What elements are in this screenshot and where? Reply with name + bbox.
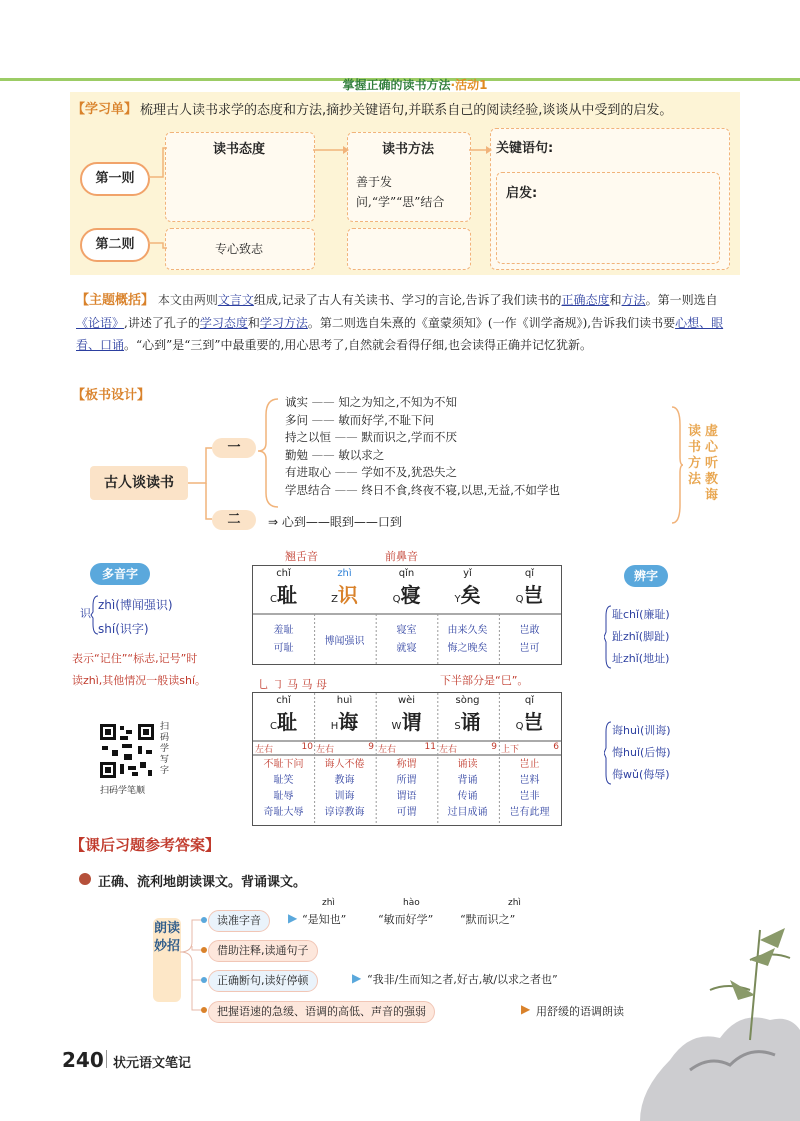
row1-label: 第一则 <box>80 162 150 196</box>
footer-divider <box>106 1050 107 1068</box>
distinguish-item: 趾zhǐ(脚趾) <box>612 630 670 643</box>
t2-pinyin: qǐ <box>524 695 535 706</box>
summary-hl4: 《论语》 <box>76 316 125 330</box>
t2-struct-label: 上下 <box>501 745 520 755</box>
t2-cell <box>376 695 437 735</box>
board-right-brace <box>670 405 684 525</box>
tip-ex-1a: “是知也” <box>302 913 347 926</box>
t2-stroke-count: 9 <box>491 742 497 752</box>
tip-pinyin-1b: hào <box>403 898 420 908</box>
t2-struct <box>255 742 313 755</box>
summary-hl1: 文言文 <box>217 293 254 307</box>
t1-pinyin: zhì <box>337 568 352 579</box>
summary-p1: 本文由两则 <box>157 293 218 307</box>
polyphone-reading-2: shí(识字) <box>98 622 149 636</box>
annot-nasal: 前鼻音 <box>385 550 418 563</box>
bullet-dot-icon <box>78 872 92 886</box>
board-item-value: 敏以求之 <box>338 447 385 462</box>
summary-hl2: 正确态度 <box>561 293 610 307</box>
t1-letter: Y <box>454 594 461 605</box>
polyphone-note-1: 表示“记住”“标志,记号”时 <box>72 652 198 665</box>
t2-struct-label: 左右 <box>378 745 397 755</box>
annot-stroke: 乚 ㇆ 马 马 母 <box>258 678 327 691</box>
t2-word: 过目成诵 <box>447 807 488 818</box>
t2-cell <box>314 695 375 735</box>
t2-cell <box>499 695 560 735</box>
t2-struct <box>316 742 374 755</box>
t2-hanzi: 诵 <box>460 710 481 734</box>
study-sheet-instruction: 梳理古人读书求学的态度和方法,摘抄关键语句,并联系自己的阅读经验,谈谈从中受到的启发。 <box>140 103 673 118</box>
annot-bottom: 下半部分是“巳”。 <box>440 674 529 687</box>
board-item: 有进取心 —— 学如不及,犹恐失之 <box>285 465 457 480</box>
summary-p3: 和 <box>609 293 622 307</box>
t1-pinyin: qǐ <box>524 568 535 579</box>
t2-letter: S <box>454 721 461 732</box>
t2-word: 诲人不倦 <box>324 759 365 770</box>
summary-hl6: 学习方法 <box>259 316 308 330</box>
insight-label: 启发: <box>506 186 538 201</box>
t1-pinyin: yǐ <box>463 568 472 579</box>
t2-word: 可谓 <box>396 807 417 818</box>
t2-hanzi: 诲 <box>338 710 359 734</box>
board-item: 多问 —— 敏而好学,不耻下问 <box>285 412 434 427</box>
t1-letter: C <box>270 594 277 605</box>
t2-word: 传诵 <box>457 791 478 802</box>
t1-word: 由来久矣 <box>447 625 488 636</box>
t2-pinyin: huì <box>336 695 353 706</box>
t1-words <box>253 622 314 658</box>
tip-ex-1b: “敏而好学” <box>378 913 434 926</box>
summary-p7: 。第二则选自朱熹的《童蒙须知》(一作《训学斋规》),告诉我们读书要 <box>307 316 676 330</box>
t1-cell <box>253 568 314 608</box>
t2-word: 教诲 <box>334 775 355 786</box>
t2-words <box>499 757 560 821</box>
board-item: 诚实 —— 知之为知之,不知为不知 <box>285 395 457 409</box>
t1-word: 寝室 <box>396 625 417 636</box>
distinguish-item: 耻chǐ(廉耻) <box>612 608 670 621</box>
board-branch2-line: ⇒ 心到——眼到——口到 <box>268 515 402 529</box>
book-title: 状元语文笔记 <box>113 1056 192 1071</box>
summary-tag: 【主题概括】 <box>76 293 155 308</box>
summary-p5: ,讲述了孔子的 <box>124 316 200 330</box>
tip-ex-3: “我非/生而知之者,好古,敏/以求之者也” <box>367 973 558 986</box>
t2-stroke-count: 9 <box>368 742 374 752</box>
summary-p2: 组成,记录了古人有关读书、学习的言论,告诉了我们读书的 <box>253 293 562 307</box>
t2-word: 耻笑 <box>273 775 294 786</box>
t2-stroke-count: 10 <box>301 742 313 752</box>
t2-word: 岂止 <box>519 759 540 770</box>
t2-word: 训诲 <box>334 791 355 802</box>
t2-word: 耻辱 <box>273 791 294 802</box>
summary-hl7: 心想、眼看、口诵 <box>76 316 724 352</box>
t1-pinyin: chǐ <box>276 568 291 579</box>
t1-words <box>499 622 560 658</box>
tip-pinyin-1a: zhì <box>322 898 335 908</box>
tip-row-4: 把握语速的急缓、语调的高低、声音的强弱 <box>208 1001 435 1023</box>
t1-hanzi: 耻 <box>276 583 297 607</box>
polyphone-char: 识 <box>80 607 91 620</box>
row1-method-text: 善于发问,“学”“思”结合 <box>356 175 445 209</box>
t2-words <box>314 757 375 821</box>
t1-hanzi: 识 <box>337 583 358 607</box>
study-sheet-tag: 【学习单】 <box>72 102 138 117</box>
t2-word: 诵读 <box>457 759 478 770</box>
t2-pinyin: wèi <box>397 695 416 706</box>
char-table-1 <box>252 565 562 665</box>
distinguish-badge: 辨字 <box>624 565 668 587</box>
tip-arrow-3: ▶ <box>352 971 362 985</box>
t2-letter: Q <box>515 721 524 732</box>
qr-code-icon[interactable] <box>98 722 156 780</box>
section-title <box>300 76 530 93</box>
t2-word: 岂有此理 <box>509 807 550 818</box>
board-item-value: 默而识之,学而不厌 <box>361 430 457 445</box>
board-item-key: 多问 <box>285 412 308 427</box>
t2-word: 所谓 <box>396 775 417 786</box>
t1-cell <box>499 568 560 608</box>
t2-hanzi: 岂 <box>523 710 544 734</box>
study-arrows <box>145 140 495 260</box>
board-item-key: 学思结合 <box>285 482 331 497</box>
annot-tongue: 翘舌音 <box>285 550 318 563</box>
board-center: 古人谈读书 <box>90 466 188 500</box>
tip-row-2: 借助注释,读通句子 <box>208 940 318 962</box>
distinguish-item: 诲huì(训诲) <box>612 724 671 737</box>
board-item-key: 持之以恒 <box>285 430 331 445</box>
t1-word: 可耻 <box>273 643 294 654</box>
t2-cell <box>253 695 314 735</box>
board-item-value: 终日不食,终夜不寝,以思,无益,不如学也 <box>361 482 560 497</box>
method-header: 读书方法 <box>381 142 434 157</box>
board-items <box>285 394 560 500</box>
t1-cell <box>437 568 498 608</box>
t2-word: 岂非 <box>519 791 540 802</box>
t1-hanzi: 矣 <box>460 583 481 607</box>
board-right-col1: 读书方法 <box>688 424 702 487</box>
t1-word: 博闻强识 <box>324 636 365 647</box>
board-connectors <box>186 395 296 525</box>
section-title-text: 掌握正确的读书方法 <box>342 78 451 92</box>
t2-words <box>253 757 314 821</box>
t2-word: 岂料 <box>519 775 540 786</box>
t2-cell <box>437 695 498 735</box>
exercise-heading: 【课后习题参考答案】 <box>70 836 221 854</box>
polyphone-reading-1: zhì(博闻强识) <box>98 598 173 612</box>
tip-arrow-1: ▶ <box>288 911 298 925</box>
t1-pinyin: qǐn <box>398 568 415 579</box>
board-branch-1: 一 <box>212 438 256 458</box>
summary-hl5: 学习态度 <box>199 316 248 330</box>
t2-stroke-count: 6 <box>553 742 559 752</box>
qr-side-label: 扫码学写字 <box>160 722 170 776</box>
tip-ex-4: 用舒缓的语调朗读 <box>536 1005 624 1018</box>
t2-letter: W <box>391 721 402 732</box>
ink-painting-illustration <box>600 920 800 1121</box>
t1-cell <box>376 568 437 608</box>
distinguish-group-1 <box>612 604 670 670</box>
t2-struct <box>378 742 436 755</box>
board-item-value: 敏而好学,不耻下问 <box>338 412 434 427</box>
t1-words <box>437 622 498 658</box>
t1-cell <box>314 568 375 608</box>
t2-word: 奇耻大辱 <box>263 807 304 818</box>
distinguish-brace-2 <box>604 720 612 786</box>
tip-row-1: 读准字音 <box>208 910 270 932</box>
polyphone-note-2: 读zhì,其他情况一般读shí。 <box>72 674 207 687</box>
board-item-key: 诚实 <box>285 395 308 409</box>
summary-p4: 。第一则选自 <box>645 293 718 307</box>
t1-word: 岂敢 <box>519 625 540 636</box>
t2-struct-label: 左右 <box>255 745 274 755</box>
distinguish-group-2 <box>612 720 671 786</box>
tip-ex-1c: “默而识之” <box>460 913 516 926</box>
t2-pinyin: chǐ <box>276 695 291 706</box>
t1-word: 羞耻 <box>273 625 294 636</box>
board-item: 持之以恒 —— 默而识之,学而不厌 <box>285 430 457 445</box>
t1-letter: Q <box>392 594 401 605</box>
char-table-2 <box>252 692 562 826</box>
key-label: 关键语句: <box>496 141 554 156</box>
exercise-task: 正确、流利地朗读课文。背诵课文。 <box>98 875 307 890</box>
board-item-value: 学如不及,犹恐失之 <box>361 465 457 480</box>
board-branch-2: 二 <box>212 510 256 530</box>
t2-struct <box>439 742 497 755</box>
board-item-key: 勤勉 <box>285 447 308 462</box>
distinguish-item: 址zhǐ(地址) <box>612 652 670 665</box>
t2-word: 谓语 <box>396 791 417 802</box>
t2-word: 称谓 <box>396 759 417 770</box>
distinguish-item: 侮wǔ(侮辱) <box>612 768 670 781</box>
t2-struct <box>501 742 559 755</box>
polyphone-badge: 多音字 <box>90 563 150 585</box>
t2-words <box>437 757 498 821</box>
t2-hanzi: 谓 <box>401 710 422 734</box>
tip-connectors <box>178 912 212 1016</box>
board-tag: 【板书设计】 <box>72 388 151 403</box>
board-right-col2: 虚心听教诲 <box>705 424 719 503</box>
row2-label: 第二则 <box>80 228 150 262</box>
t2-pinyin: sòng <box>455 695 480 706</box>
attitude-header: 读书态度 <box>212 142 265 157</box>
board-item-value: 知之为知之,不知为不知 <box>338 395 457 409</box>
tip-label: 朗读妙招 <box>153 918 181 1002</box>
t1-hanzi: 岂 <box>523 583 544 607</box>
qr-bottom-label: 扫码学笔顺 <box>100 786 146 796</box>
section-subtitle: ·活动1 <box>450 78 488 92</box>
tip-pinyin-1c: zhì <box>508 898 521 908</box>
summary-p8: 。“心到”是“三到”中最重要的,用心思考了,自然就会看得仔细,也会读得正确并记忆犹新。 <box>124 338 593 352</box>
summary-hl3: 方法 <box>621 293 646 307</box>
t2-letter: H <box>330 721 339 732</box>
t1-letter: Z <box>331 594 338 605</box>
tip-row-3: 正确断句,读好停顿 <box>208 970 318 992</box>
board-item: 学思结合 —— 终日不食,终夜不寝,以思,无益,不如学也 <box>285 482 560 497</box>
t1-hanzi: 寝 <box>400 583 421 607</box>
t2-struct-label: 左右 <box>316 745 335 755</box>
t1-word: 悔之晚矣 <box>447 643 488 654</box>
tip-arrow-4: ▶ <box>521 1002 531 1016</box>
t2-letter: C <box>270 721 277 732</box>
t2-stroke-count: 11 <box>424 742 436 752</box>
t1-word: 岂可 <box>519 643 540 654</box>
board-item-key: 有进取心 <box>285 465 331 480</box>
row2-attitude-text: 专心致志 <box>214 242 263 256</box>
t2-word: 不耻下问 <box>263 759 304 770</box>
t2-word: 背诵 <box>457 775 478 786</box>
distinguish-brace-1 <box>604 604 612 670</box>
distinguish-item: 悔huǐ(后悔) <box>612 746 671 759</box>
t2-word: 谆谆教诲 <box>324 807 365 818</box>
summary-p6: 和 <box>247 316 260 330</box>
t1-letter: Q <box>515 594 524 605</box>
summary-paragraph <box>76 289 736 356</box>
t1-word: 就寝 <box>396 643 417 654</box>
t1-words <box>376 622 437 658</box>
page-number: 240 <box>62 1048 104 1072</box>
t1-words <box>314 632 375 647</box>
t2-hanzi: 耻 <box>276 710 297 734</box>
t2-words <box>376 757 437 821</box>
t2-struct-label: 左右 <box>439 745 458 755</box>
board-item: 勤勉 —— 敏以求之 <box>285 447 385 462</box>
